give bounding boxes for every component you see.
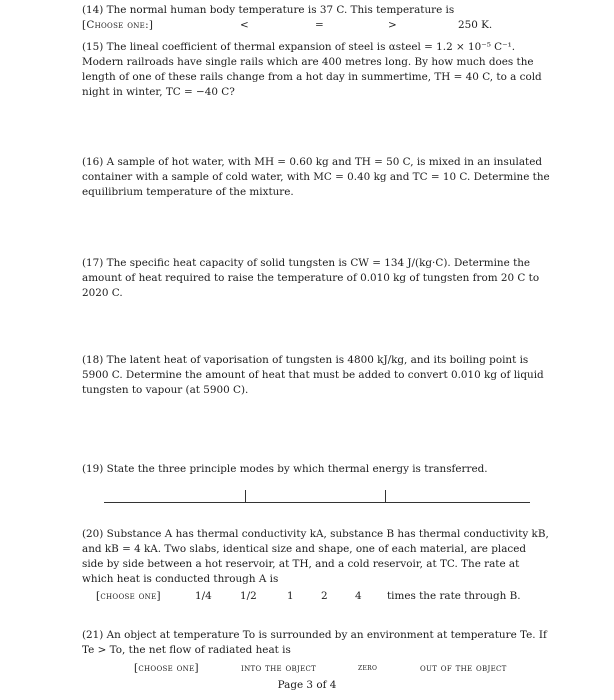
question-18-text: (18) The latent heat of vaporisation of tungsten is 4800 kJ/kg, and its boiling point is 5900 C. Determine the amount of heat that must be added to convert 0.010 kg of liquid tungsten to vapour (at 5900 C). (82, 354, 544, 397)
question-20-option-one[interactable]: 1 (287, 590, 294, 603)
question-20-option-half[interactable]: 1/2 (240, 590, 257, 603)
question-21-option-out[interactable]: out of the object (420, 662, 507, 675)
question-14 (82, 3, 550, 34)
question-17 (82, 256, 550, 301)
question-21-choose-label: [choose one] (134, 662, 199, 675)
question-14-value: 250 K. (458, 19, 493, 32)
page-number: Page 3 of 4 (277, 679, 337, 691)
question-20-option-two[interactable]: 2 (321, 590, 328, 603)
question-15-text: (15) The lineal coefficient of thermal expansion of steel is αsteel = 1.2 × 10⁻⁵ C⁻¹. Modern railroads have single rails which are 400 metres long. By how much does the length of one of these rails change from a hot day in summertime, TH = 40 C, to a cold night in winter, TC = −40 C? (82, 41, 542, 99)
question-20-suffix: times the rate through B. (387, 590, 521, 603)
question-15 (82, 40, 550, 100)
question-21-option-zero[interactable]: zero (358, 663, 378, 674)
question-14-option-equal[interactable]: = (315, 19, 324, 32)
question-21 (82, 628, 550, 677)
question-20-option-four[interactable]: 4 (355, 590, 362, 603)
question-20-text: (20) Substance A has thermal conductivity kA, substance B has thermal conductivity kB, and kB = 4 kA. Two slabs, identical size and shape, one of each material, are placed side by side between a hot reservoir, at TH, and a cold reservoir, at TC. The rate at which heat is conducted through A is (82, 528, 549, 586)
question-14-option-less[interactable]: < (240, 19, 249, 32)
question-20-choices (82, 589, 550, 605)
question-20 (82, 527, 550, 605)
question-14-choices (82, 18, 550, 34)
question-21-choices (82, 661, 550, 677)
answer-divider (245, 490, 246, 502)
question-14-choose-label: [Choose one:] (82, 19, 154, 32)
question-17-text: (17) The specific heat capacity of solid tungsten is CW = 134 J/(kg·C). Determine the amount of heat required to raise the temperature of 0.010 kg of tungsten from 20 C to 2020 C. (82, 257, 540, 300)
question-14-text: (14) The normal human body temperature is 37 C. This temperature is (82, 4, 455, 16)
question-21-text: (21) An object at temperature To is surrounded by an environment at temperature Te. If Te > To, the net flow of radiated heat is (82, 629, 547, 657)
question-18 (82, 353, 550, 398)
question-20-choose-label: [choose one] (96, 590, 161, 603)
question-16-text: (16) A sample of hot water, with MH = 0.60 kg and TH = 50 C, is mixed in an insulated container with a sample of cold water, with MC = 0.40 kg and TC = 10 C. Determine the equilibrium temperature of the mixture. (82, 156, 550, 199)
question-16 (82, 155, 550, 200)
question-19 (82, 462, 550, 477)
answer-line[interactable] (104, 502, 530, 503)
answer-divider (385, 490, 386, 502)
question-21-option-into[interactable]: into the object (241, 662, 317, 675)
question-20-option-quarter[interactable]: 1/4 (195, 590, 212, 603)
question-14-option-greater[interactable]: > (388, 19, 397, 32)
question-19-text: (19) State the three principle modes by which thermal energy is transferred. (82, 463, 488, 475)
